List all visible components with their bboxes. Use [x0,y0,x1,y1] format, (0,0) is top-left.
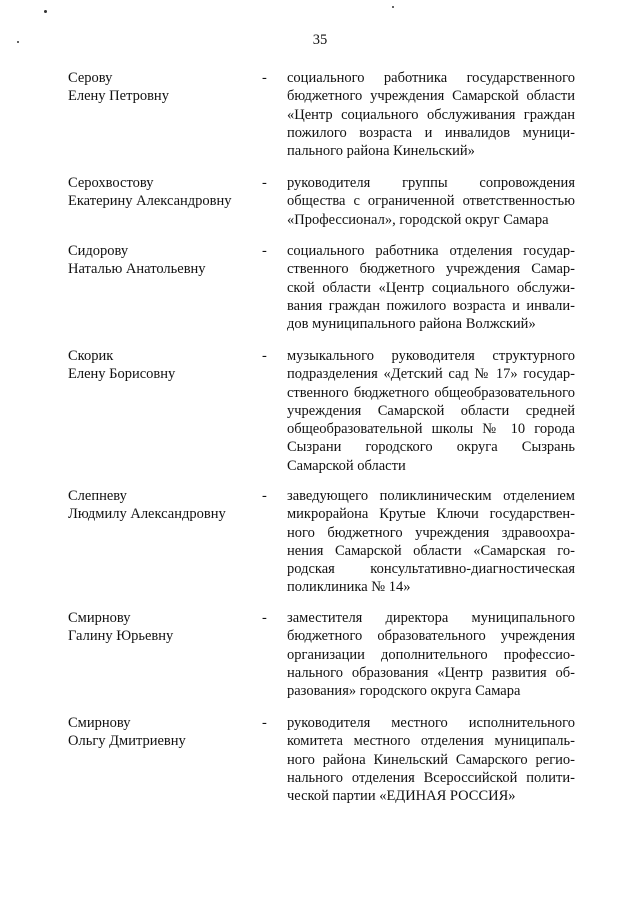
person-name [68,714,258,750]
surname: Скорик [68,348,114,364]
given-names: Ольгу Дмитриевну [68,733,186,749]
surname: Смирнову [68,715,131,731]
person-name [68,69,258,105]
person-name [68,487,258,523]
person-name [68,242,258,278]
scan-speck [392,6,394,8]
surname: Сидорову [68,243,129,259]
position-description: руководителя группы сопровождения общества с ограниченной ответственностью «Профессионал», городской округ Самара [287,175,575,228]
surname: Смирнову [68,610,131,626]
position-description: руководителя местного исполнительного комитета местного отделения муниципального района Кинельский Самарского регионального отделения Всероссийской политической партии «ЕДИНАЯ РОССИЯ» [287,715,575,805]
separator-dash: - [262,348,267,364]
separator-dash: - [262,610,267,626]
separator-dash: - [262,175,267,191]
position-description: социального работника государственного бюджетного учреждения Самарской области «Центр социального обслуживания граждан пожилого возраста и инвалидов муниципального района Кинельский» [287,70,575,160]
surname: Серову [68,70,113,86]
given-names: Людмилу Александровну [68,506,226,522]
separator-dash: - [262,488,267,504]
person-name [68,347,258,383]
person-name [68,174,258,210]
separator-dash: - [262,243,267,259]
position-description: социального работника отделения государственного бюджетного учреждения Самарской области «Центр социального обслуживания граждан пожилого возраста и инвалидов муниципального района Волжский» [287,243,575,333]
position-description: заведующего поликлиническим отделением микрорайона Крутые Ключи государственного бюджетного учреждения здравоохранения Самарской области «Самарская городская консультативно-диагностическая поликлиника № 14» [287,488,575,596]
given-names: Наталью Анатольевну [68,261,206,277]
surname: Слепневу [68,488,127,504]
given-names: Елену Петровну [68,88,169,104]
given-names: Галину Юрьевну [68,628,174,644]
page-number: 35 [312,32,328,48]
given-names: Екатерину Александровну [68,193,232,209]
given-names: Елену Борисовну [68,366,176,382]
separator-dash: - [262,70,267,86]
position-description: заместителя директора муниципального бюджетного образовательного учреждения организации дополнительного профессионального образования «Центр развития образования» городского округа Самара [287,610,575,700]
position-description: музыкального руководителя структурного подразделения «Детский сад № 17» государственного бюджетного общеобразовательного учреждения Самарской области средней общеобразовательной школы № 10 города Сызрани городского округа Сызрань Самарской области [287,348,575,474]
person-name [68,609,258,645]
surname: Серохвостову [68,175,154,191]
scan-speck [44,10,47,13]
separator-dash: - [262,715,267,731]
